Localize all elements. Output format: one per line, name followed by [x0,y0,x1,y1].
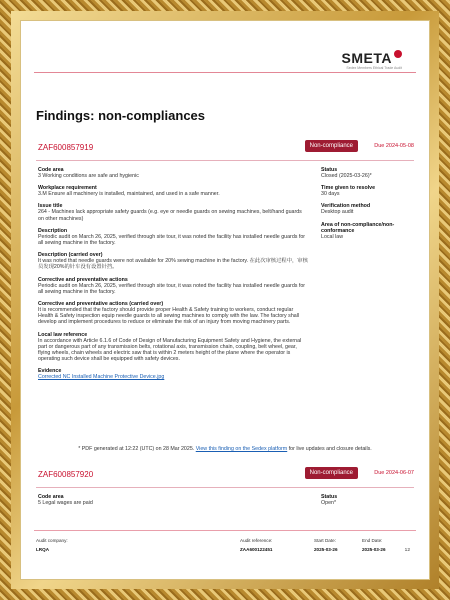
corrective-carried-value: It is recommended that the factory should provide proper Health & Safety training to workers, conduct regular Health & Safety inspection equip needle guards to all sewing machines to comply with the law. The factory shall develop and implement procedures to reduce or eliminate the risk of an injury from moving machinery parts. [38,307,300,326]
sedex-platform-link[interactable]: View this finding on the Sedex platform [195,446,288,452]
evidence-link[interactable]: Corrected NC Installed Machine Protective Device.jpg [38,374,165,381]
local-law-value: In accordance with Article 6.1.6 of Code of Design of Manufacturing Equipment Safety and Hygiene, the external part or dangerous part of any transmission belts, rotational axis, transmission chain, coupling, belt wheel, gear, flying wheels, chain wheels and electric saw that is within 2 meters height of the plane where the operator is operating such device shall be equipped with safety devices. [38,337,302,363]
pdf-generated-note [20,446,430,452]
footer-end-date [362,538,386,552]
time-to-resolve-label: Time given to resolve [321,185,376,192]
note-text: * PDF generated at 12:22 (UTC) on 28 Mar 2025. [78,446,195,452]
end-date-label: End Date: [362,538,383,543]
status-value: Closed (2025-03-26)* [321,173,372,179]
header-divider [34,72,416,73]
start-date-label: Start Date: [314,538,336,543]
description-carried-value: It was noted that needle guards were not available for 20% sewing machine in the factory. 在此次审核过程中，审核员发现20%的针车没有设置针挡。 [38,258,308,271]
note-text-end: for live updates and closure details. [288,446,372,452]
finding-right-column [321,161,416,240]
code-area-label: Code area [38,494,64,500]
description-value: Periodic audit on March 26, 2025, verified through site tour, it was noted the facility has installed needle guards for all sewing machine in the factory. [38,233,306,247]
logo-subtitle: Sedex Members Ethical Trade Audit [346,66,402,70]
page-footer [34,530,416,560]
footer-start-date [314,538,338,552]
smeta-logo [342,50,402,70]
document-page [20,20,430,580]
verification-method-label: Verification method [321,203,371,210]
finding-right-column [321,488,416,506]
footer-company [36,538,68,552]
finding-left-column [38,488,308,506]
finding-header [36,140,414,156]
footer-divider [34,530,416,531]
local-law-label: Local law reference [38,331,88,338]
logo-text: SMETA [341,50,392,66]
finding-id: ZAF600857919 [38,143,94,152]
reference-value: ZAA600122451 [240,547,273,552]
logo-dot-icon [394,50,402,58]
status-badge: Non-compliance [305,467,358,479]
time-to-resolve-value: 30 days [321,191,340,198]
due-date: Due 2024-05-08 [374,143,414,149]
status-label: Status [321,494,338,500]
workplace-requirement-value: 3.M Ensure all machinery is installed, maintained, and used in a safe manner. [38,191,220,198]
finding-card [36,467,414,506]
code-area-value: 5 Legal wages are paid [38,500,93,506]
area-noncompliance-label: Area of non-compliance/non-conformance [321,221,395,234]
corrective-actions-label: Corrective and preventative actions [38,276,128,283]
company-label: Audit company: [36,538,68,543]
end-date-value: 2025-03-26 [362,547,386,552]
page-title: Findings: non-compliances [36,108,206,123]
finding-card [36,140,414,381]
status-label: Status [321,167,338,173]
company-value: LRQA [36,547,50,552]
page-number: 12 [404,548,410,553]
corrective-actions-value: Periodic audit on March 26, 2025, verified through site tour, it was noted the facility has installed needle guards for all sewing machine in the factory. [38,282,306,295]
description-carried-label: Description (carried over) [38,252,103,259]
workplace-requirement-label: Workplace requirement [38,185,97,192]
code-area-value: 3 Working conditions are safe and hygienic [38,173,139,179]
reference-label: Audit reference: [240,538,273,543]
description-label: Description [38,227,68,234]
due-date: Due 2024-06-07 [374,470,414,476]
finding-id: ZAF600857920 [38,470,94,479]
start-date-value: 2025-03-26 [314,547,338,552]
finding-left-column [38,161,308,380]
verification-method-value: Desktop audit [321,209,354,216]
evidence-label: Evidence [38,368,62,375]
status-badge: Non-compliance [305,140,358,152]
footer-reference [240,538,272,552]
corrective-carried-label: Corrective and preventative actions (carried over) [38,301,164,308]
issue-title-label: Issue title [38,203,63,210]
area-noncompliance-value: Local law [321,233,344,240]
code-area-label: Code area [38,167,64,173]
status-value: Open* [321,500,337,506]
finding-header [36,467,414,483]
issue-title-value: 264 - Machines lack appropriate safety guards (e.g. eye or needle guards on sewing machines, belt/hand guards on other machines) [38,209,302,222]
